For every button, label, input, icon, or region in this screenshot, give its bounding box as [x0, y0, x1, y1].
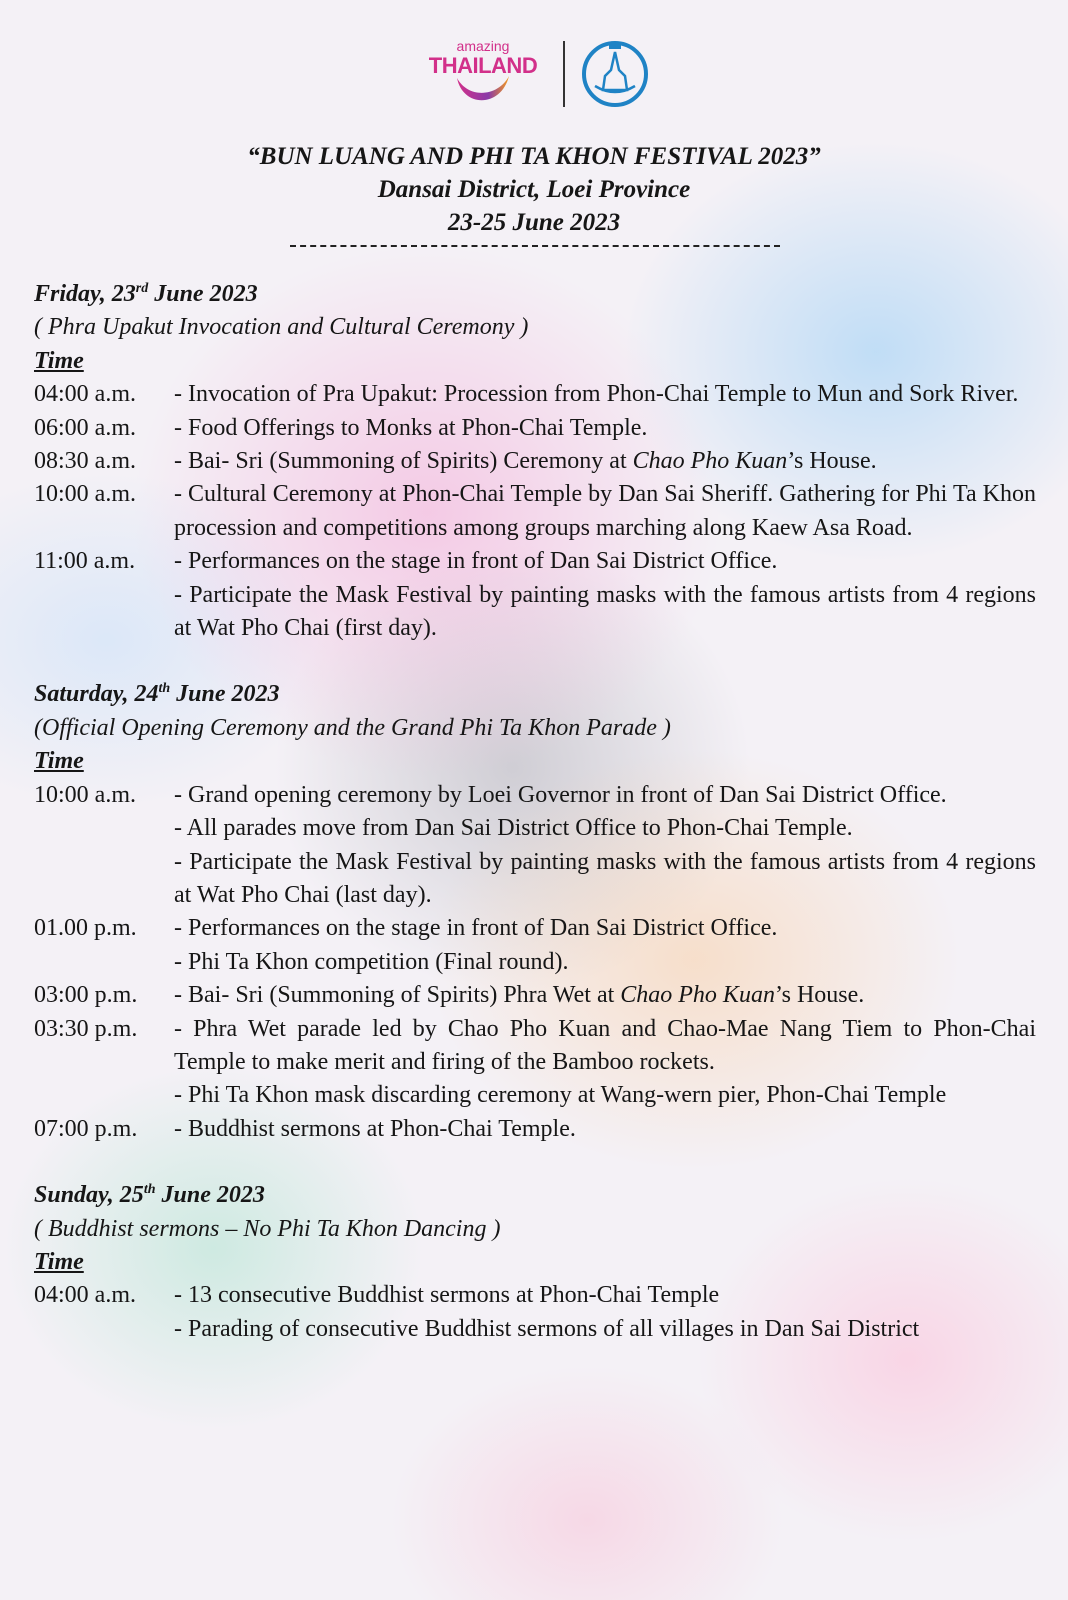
day-heading-main: Friday, 23	[34, 281, 136, 307]
day-subtitle: ( Buddhist sermons – No Phi Ta Khon Dancing )	[34, 1215, 501, 1242]
event-time: 07:00 p.m.	[34, 1115, 138, 1142]
day-subtitle: (Official Opening Ceremony and the Grand Phi Ta Khon Parade )	[34, 714, 671, 741]
event-description: - Buddhist sermons at Phon-Chai Temple.	[174, 1115, 576, 1142]
event-items	[174, 1113, 1036, 1146]
event-items	[174, 378, 1036, 411]
event-time: 04:00 a.m.	[34, 381, 136, 408]
day-heading-ordinal: rd	[135, 281, 149, 296]
event-emphasis: Chao Pho Kuan	[620, 982, 775, 1009]
event-description: - Cultural Ceremony at Phon-Chai Temple by Dan Sai Sheriff. Gathering for Phi Ta Khon procession and competitions among groups marching along Kaew Asa Road.	[174, 481, 1036, 541]
event-description: - Grand opening ceremony by Loei Governor in front of Dan Sai District Office.	[174, 781, 947, 808]
event-description: - Phi Ta Khon mask discarding ceremony at Wang-wern pier, Phon-Chai Temple	[174, 1082, 947, 1109]
logo-thailand-text: THAILAND	[428, 53, 538, 78]
event-description	[174, 445, 1036, 478]
event-row	[34, 912, 1036, 979]
day-heading-ordinal: th	[158, 681, 171, 697]
event-description: - Phra Wet parade led by Chao Pho Kuan and Chao-Mae Nang Tiem to Phon-Chai Temple to make merit and firing of the Bamboo rockets.	[174, 1015, 1036, 1075]
event-description: - Performances on the stage in front of Dan Sai District Office.	[174, 548, 778, 575]
event-description	[174, 979, 1036, 1012]
event-items	[174, 1279, 1036, 1346]
day-heading	[34, 278, 1036, 311]
event-items	[174, 545, 1036, 645]
day-section	[34, 1179, 1036, 1346]
event-time: 10:00 a.m.	[34, 781, 136, 808]
event-text: - Bai- Sri (Summoning of Spirits) Ceremony at	[174, 448, 633, 475]
event-time: 04:00 a.m.	[34, 1282, 136, 1309]
day-heading-month: June 2023	[148, 281, 258, 307]
event-description: - Participate the Mask Festival by painting masks with the famous artists from 4 regions at Wat Pho Chai (first day).	[174, 581, 1036, 642]
event-row	[34, 412, 1036, 445]
day-spacer	[34, 1146, 1036, 1179]
event-time: 08:30 a.m.	[34, 448, 136, 475]
logo-amazing-text: amazing	[456, 38, 510, 54]
event-row	[34, 979, 1036, 1012]
event-description: - Performances on the stage in front of Dan Sai District Office.	[174, 915, 778, 942]
event-row	[34, 478, 1036, 545]
event-description: - Phi Ta Khon competition (Final round).	[174, 948, 569, 975]
smile-swoosh-icon	[453, 74, 513, 110]
event-row	[34, 378, 1036, 411]
event-items	[174, 979, 1036, 1012]
day-spacer	[34, 645, 1036, 678]
event-items	[174, 1013, 1036, 1113]
event-description: - Invocation of Pra Upakut: Procession from Phon-Chai Temple to Mun and Sork River.	[174, 381, 1019, 408]
event-emphasis: Chao Pho Kuan	[632, 448, 788, 475]
event-row	[34, 779, 1036, 913]
event-row	[34, 1279, 1036, 1346]
event-time: 03:00 p.m.	[34, 982, 138, 1009]
event-items	[174, 412, 1036, 445]
logo-row	[0, 38, 1068, 110]
event-row	[34, 1013, 1036, 1113]
event-text: - Bai- Sri (Summoning of Spirits) Phra Wet at	[174, 982, 621, 1009]
day-subtitle: ( Phra Upakut Invocation and Cultural Ceremony )	[34, 314, 529, 341]
event-time: 10:00 a.m.	[34, 481, 136, 508]
festival-header	[0, 140, 1068, 239]
event-description: - 13 consecutive Buddhist sermons at Phon-Chai Temple	[174, 1282, 720, 1309]
day-section	[34, 678, 1036, 1146]
amazing-thailand-logo	[419, 38, 547, 110]
tat-emblem-icon	[581, 40, 649, 108]
event-row	[34, 445, 1036, 478]
time-column-label: Time	[34, 347, 84, 374]
event-description: - Parading of consecutive Buddhist sermons of all villages in Dan Sai District	[174, 1315, 920, 1342]
festival-dates: 23-25 June 2023	[447, 209, 621, 236]
event-description: - Food Offerings to Monks at Phon-Chai Temple.	[174, 414, 648, 441]
day-section	[34, 278, 1036, 645]
event-time: 01.00 p.m.	[34, 915, 137, 942]
festival-title: “BUN LUANG AND PHI TA KHON FESTIVAL 2023”	[247, 143, 821, 170]
schedule	[34, 278, 1036, 1346]
day-heading-main: Saturday, 24	[34, 681, 159, 708]
day-heading-month: June 2023	[155, 1182, 265, 1209]
event-row	[34, 1113, 1036, 1146]
event-text: ’s House.	[774, 982, 865, 1009]
event-description: - Participate the Mask Festival by painting masks with the famous artists from 4 regions at Wat Pho Chai (last day).	[174, 848, 1036, 908]
event-items	[174, 779, 1036, 913]
festival-location: Dansai District, Loei Province	[377, 176, 691, 203]
day-heading	[34, 678, 1036, 711]
time-column-label: Time	[34, 748, 84, 775]
time-column-label: Time	[34, 1248, 84, 1275]
event-text: ’s House.	[787, 448, 877, 475]
event-description: - All parades move from Dan Sai District Office to Phon-Chai Temple.	[174, 815, 853, 842]
event-row	[34, 545, 1036, 645]
day-heading-main: Sunday, 25	[34, 1182, 144, 1209]
event-time: 11:00 a.m.	[34, 548, 136, 575]
event-time: 03:30 p.m.	[34, 1015, 138, 1042]
event-items	[174, 445, 1036, 478]
event-items	[174, 478, 1036, 545]
logo-divider	[563, 41, 565, 107]
day-heading-ordinal: th	[143, 1182, 156, 1198]
day-heading-month: June 2023	[170, 681, 280, 708]
dashed-divider	[290, 245, 780, 247]
day-heading	[34, 1179, 1036, 1212]
event-time: 06:00 a.m.	[34, 414, 136, 441]
event-items	[174, 912, 1036, 979]
